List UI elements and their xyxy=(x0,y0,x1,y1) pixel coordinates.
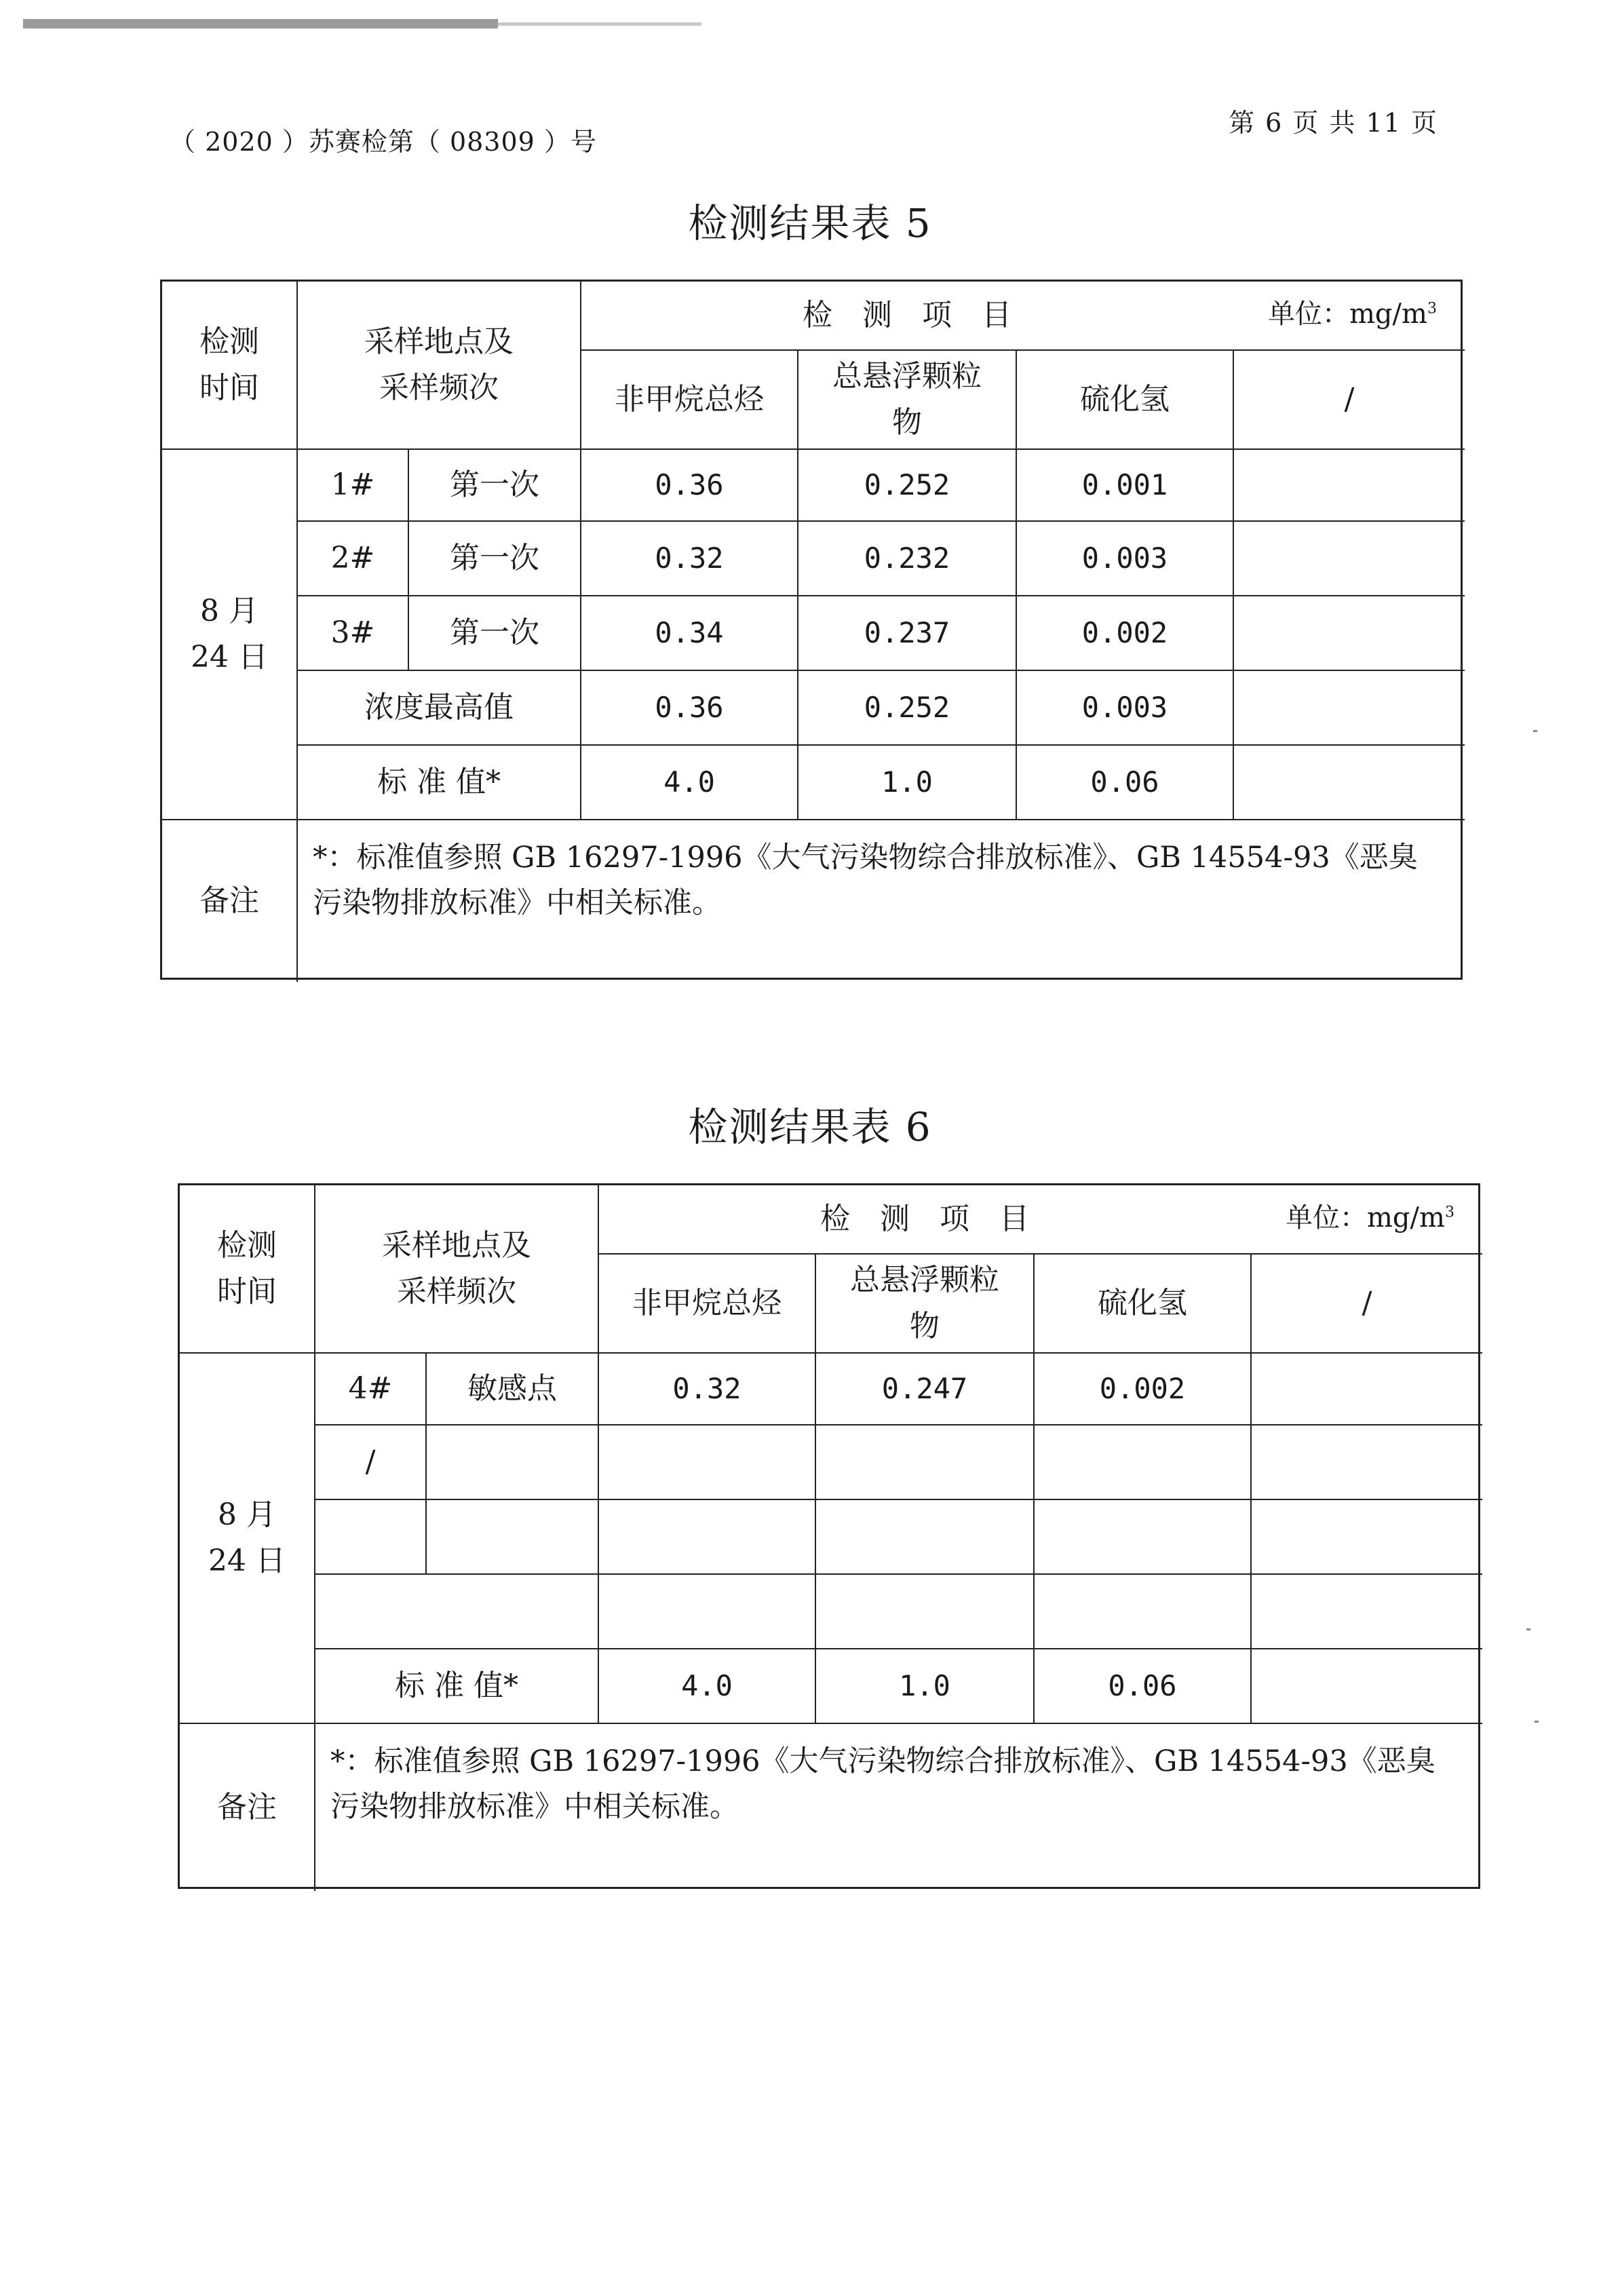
table-cell: 0.252 xyxy=(864,468,950,502)
table-cell: 1.0 xyxy=(899,1669,950,1703)
table-cell xyxy=(1035,1575,1250,1648)
table-cell xyxy=(1035,1500,1250,1573)
item-nmhc: 非甲烷总烃 xyxy=(632,1285,782,1320)
table-cell xyxy=(816,1500,1033,1573)
table-row-freq: 敏感点 xyxy=(467,1371,557,1406)
scan-speck xyxy=(1535,1721,1539,1723)
table-cell: 0.247 xyxy=(881,1372,968,1406)
table-cell: 0.237 xyxy=(864,616,950,650)
table-cell xyxy=(1252,1354,1482,1424)
table-6-title: 检测结果表 6 xyxy=(688,1104,932,1150)
scan-speck xyxy=(1526,1628,1530,1630)
remark-label: 备注 xyxy=(217,1789,277,1824)
header-detect-items: 检 测 项 目 xyxy=(820,1201,1029,1236)
table-cell: 0.34 xyxy=(655,616,724,650)
table-cell xyxy=(1252,1426,1482,1499)
table-cell xyxy=(1252,1500,1482,1573)
remark-text: *：标准值参照 GB 16297-1996《大气污染物综合排放标准》、GB 14554-93《恶臭污染物排放标准》中相关标准。 xyxy=(330,1744,1435,1824)
table-cell: 1.0 xyxy=(881,765,933,799)
item-blank: / xyxy=(1362,1285,1372,1320)
table-cell xyxy=(1252,1649,1482,1723)
empty-row-label xyxy=(315,1575,598,1648)
header-detect-time: 检测 时间 xyxy=(199,324,259,405)
scan-speck xyxy=(1533,730,1537,732)
max-concentration-label: 浓度最高值 xyxy=(364,689,514,725)
table-row-freq xyxy=(427,1426,598,1499)
table-row-freq: 第一次 xyxy=(450,467,539,502)
standard-value-label: 标 准 值* xyxy=(377,764,501,799)
sample-date: 8 月 24 日 xyxy=(191,593,268,674)
table-cell: 0.003 xyxy=(1081,691,1168,725)
table-row-freq xyxy=(427,1500,598,1573)
table-cell: 0.002 xyxy=(1081,616,1168,650)
page-indicator: 第 6 页 共 11 页 xyxy=(1229,108,1438,138)
table-cell: 4.0 xyxy=(681,1669,733,1703)
table-cell: 0.36 xyxy=(655,468,724,502)
table-row-point xyxy=(315,1500,425,1573)
table-cell: 0.252 xyxy=(864,691,950,725)
table-row-freq: 第一次 xyxy=(450,615,539,650)
table-cell xyxy=(816,1426,1033,1499)
table-cell: 0.36 xyxy=(655,691,724,725)
table-cell: 0.06 xyxy=(1108,1669,1177,1703)
table-cell xyxy=(1234,450,1465,520)
item-blank: / xyxy=(1344,381,1355,417)
table-cell xyxy=(599,1575,815,1648)
header-sampling-site: 采样地点及 采样频次 xyxy=(382,1227,531,1309)
table-row-point: 3# xyxy=(330,615,375,650)
table-cell xyxy=(1234,596,1465,670)
item-tsp: 总悬浮颗粒 物 xyxy=(832,358,982,440)
table-cell xyxy=(1234,522,1465,595)
header-sampling-site: 采样地点及 采样频次 xyxy=(364,324,514,405)
sample-date: 8 月 24 日 xyxy=(208,1497,286,1578)
unit-label: 单位：$mg/m^3$ xyxy=(1268,299,1437,330)
table-row-point: 4# xyxy=(348,1371,393,1406)
result-table-6 xyxy=(178,1183,1480,1889)
item-h2s: 硫化氢 xyxy=(1080,381,1170,417)
item-tsp: 总悬浮颗粒 物 xyxy=(850,1262,999,1343)
table-cell xyxy=(1252,1575,1482,1648)
table-row-point: / xyxy=(365,1444,376,1479)
report-number: （ 2020 ）苏赛检第（ 08309 ）号 xyxy=(170,127,597,157)
item-nmhc: 非甲烷总烃 xyxy=(615,381,764,417)
table-cell: 0.001 xyxy=(1081,468,1168,502)
table-cell: 4.0 xyxy=(663,765,715,799)
table-cell xyxy=(599,1426,815,1499)
standard-value-label: 标 准 值* xyxy=(395,1668,518,1703)
header-detect-items: 检 测 项 目 xyxy=(803,297,1011,332)
table-cell: 0.32 xyxy=(655,541,724,575)
table-row-freq: 第一次 xyxy=(450,540,539,575)
item-h2s: 硫化氢 xyxy=(1098,1285,1187,1320)
table-cell: 0.06 xyxy=(1090,765,1159,799)
table-cell: 0.32 xyxy=(672,1372,741,1406)
unit-label: 单位：$mg/m^3$ xyxy=(1286,1202,1454,1233)
scan-edge-mark xyxy=(498,22,701,26)
table-cell: 0.232 xyxy=(864,541,950,575)
scan-edge-mark xyxy=(23,19,498,28)
remark-text: *：标准值参照 GB 16297-1996《大气污染物综合排放标准》、GB 14554-93《恶臭污染物排放标准》中相关标准。 xyxy=(313,841,1418,920)
table-cell: 0.002 xyxy=(1099,1372,1186,1406)
table-cell xyxy=(1234,671,1465,744)
table-cell xyxy=(816,1575,1033,1648)
table-cell xyxy=(1234,746,1465,819)
table-cell xyxy=(599,1500,815,1573)
header-detect-time: 检测 时间 xyxy=(217,1227,277,1309)
table-row-point: 1# xyxy=(330,467,375,502)
table-5-title: 检测结果表 5 xyxy=(688,200,932,246)
table-cell xyxy=(1035,1426,1250,1499)
remark-label: 备注 xyxy=(199,883,259,918)
result-table-5 xyxy=(160,280,1463,980)
table-row-point: 2# xyxy=(330,540,375,575)
table-cell: 0.003 xyxy=(1081,541,1168,575)
